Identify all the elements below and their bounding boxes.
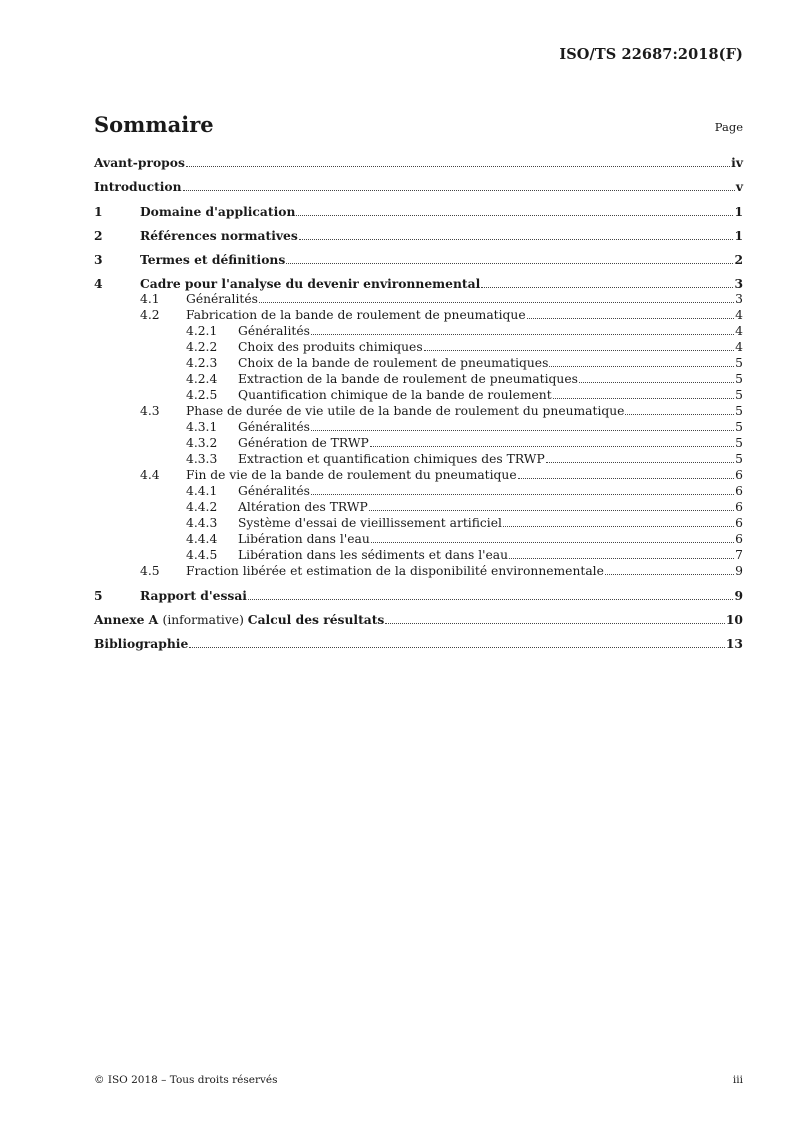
toc-entry-page: 5 <box>735 420 743 434</box>
toc-entry[interactable] <box>94 228 743 243</box>
toc-entry-page: 4 <box>735 324 743 338</box>
toc-entry[interactable] <box>94 388 743 403</box>
toc-entry-page: 3 <box>735 292 743 306</box>
toc-entry-label: Système d'essai de vieillissement artificiel <box>238 516 502 530</box>
toc-entry-page: 7 <box>735 548 743 562</box>
toc-title: Sommaire <box>94 112 214 137</box>
toc-entry[interactable] <box>94 612 743 628</box>
toc-entry[interactable] <box>94 340 743 355</box>
dot-leader <box>527 318 735 319</box>
toc-entry[interactable] <box>94 292 743 307</box>
toc-entry-label: Extraction et quantification chimiques des TRWP <box>238 452 545 466</box>
toc-entry-number: 4.4.3 <box>186 516 218 530</box>
toc-entry-page: 6 <box>735 484 743 498</box>
toc-entry[interactable] <box>94 179 743 194</box>
toc-entry-page: 4 <box>735 340 743 354</box>
toc-entry-label: Références normatives <box>140 228 298 243</box>
toc-entry-page: 5 <box>735 452 743 466</box>
toc-entry-label: Libération dans l'eau <box>238 532 370 546</box>
toc-entry[interactable] <box>94 588 743 603</box>
annex-title: Calcul des résultats <box>247 612 385 627</box>
toc-entry-page: 1 <box>734 228 743 243</box>
toc-entry-number: 4.2.1 <box>186 324 218 338</box>
toc-entry-label: Fabrication de la bande de roulement de pneumatique <box>186 308 526 322</box>
toc-entry-page: 5 <box>735 372 743 386</box>
toc-entry-label: Altération des TRWP <box>238 500 368 514</box>
dot-leader <box>546 462 734 463</box>
toc-entry-number: 4.2.2 <box>186 340 218 354</box>
toc-entry-label: Généralités <box>238 484 310 498</box>
toc-entry[interactable] <box>94 372 743 387</box>
toc-entry[interactable] <box>94 276 743 291</box>
toc-entry[interactable] <box>94 564 743 579</box>
toc-entry[interactable] <box>94 155 743 170</box>
toc-entry-number: 4.3 <box>140 404 160 418</box>
toc-entry-page: iv <box>731 155 743 170</box>
dot-leader <box>311 494 734 495</box>
dot-leader <box>579 382 734 383</box>
dot-leader <box>481 287 733 288</box>
toc-entry[interactable] <box>94 548 743 563</box>
toc-entry-label: Bibliographie <box>94 636 189 651</box>
toc-entry-number: 4.3.1 <box>186 420 218 434</box>
toc-entry[interactable] <box>94 484 743 499</box>
toc-entry-page: 6 <box>735 468 743 482</box>
toc-entry-label: Libération dans les sédiments et dans l'eau <box>238 548 509 562</box>
toc-entry-page: 6 <box>735 500 743 514</box>
toc-entry-label: Fraction libérée et estimation de la disponibilité environnementale <box>186 564 604 578</box>
toc-entry[interactable] <box>94 356 743 371</box>
annex-prefix: Annexe A <box>94 612 163 627</box>
dot-leader <box>296 215 733 216</box>
toc-entry-number: 4 <box>94 276 103 291</box>
toc-entry-number: 4.3.3 <box>186 452 218 466</box>
toc-entry-page: 5 <box>735 436 743 450</box>
toc-entry-number: 4.3.2 <box>186 436 218 450</box>
toc-entry-page: 4 <box>735 308 743 322</box>
toc-entry[interactable] <box>94 636 743 651</box>
toc-entry-page: 1 <box>734 204 743 219</box>
toc-entry-page: 6 <box>735 532 743 546</box>
toc-entry-label: Rapport d'essai <box>140 588 247 603</box>
toc-entry-number: 2 <box>94 228 103 243</box>
toc-entry-label: Domaine d'application <box>140 204 296 219</box>
document-code: ISO/TS 22687:2018(F) <box>559 46 743 63</box>
toc-entry[interactable] <box>94 532 743 547</box>
page-column-label: Page <box>714 120 743 134</box>
toc-entry[interactable] <box>94 436 743 451</box>
dot-leader <box>371 542 734 543</box>
dot-leader <box>299 239 734 240</box>
toc-entry[interactable] <box>94 308 743 323</box>
toc-entry[interactable] <box>94 468 743 483</box>
footer-page-number: iii <box>732 1074 743 1086</box>
toc-entry[interactable] <box>94 204 743 219</box>
toc-entry-page: 5 <box>735 404 743 418</box>
toc-entry[interactable] <box>94 404 743 419</box>
toc-entry-page: 3 <box>734 276 743 291</box>
dot-leader <box>259 302 734 303</box>
toc-entry[interactable] <box>94 252 743 267</box>
toc-entry[interactable] <box>94 500 743 515</box>
toc-entry[interactable] <box>94 452 743 467</box>
toc-entry-page: 6 <box>735 516 743 530</box>
toc-entry-number: 4.4.4 <box>186 532 218 546</box>
toc-entry-label: Termes et définitions <box>140 252 286 267</box>
toc-entry-label: Choix des produits chimiques <box>238 340 423 354</box>
toc-entry-label <box>94 612 384 628</box>
toc-entry-number: 5 <box>94 588 103 603</box>
dot-leader <box>424 350 735 351</box>
toc-entry-label: Extraction de la bande de roulement de pneumatiques <box>238 372 578 386</box>
toc-entry-number: 4.2 <box>140 308 160 322</box>
toc-entry-number: 4.2.3 <box>186 356 218 370</box>
toc-entry-label: Cadre pour l'analyse du devenir environnemental <box>140 276 481 291</box>
toc-entry-number: 4.4.5 <box>186 548 218 562</box>
toc-entry-number: 4.4.2 <box>186 500 218 514</box>
dot-leader <box>189 647 725 648</box>
dot-leader <box>509 558 734 559</box>
toc-entry-label: Quantification chimique de la bande de roulement <box>238 388 552 402</box>
dot-leader <box>311 430 734 431</box>
toc-entry-label: Fin de vie de la bande de roulement du pneumatique <box>186 468 517 482</box>
dot-leader <box>518 478 735 479</box>
toc-entry-label: Généralités <box>186 292 258 306</box>
dot-leader <box>286 263 733 264</box>
toc-entry-label: Génération de TRWP <box>238 436 369 450</box>
toc-entry-page: 10 <box>725 612 743 627</box>
toc-entry-page: 9 <box>735 564 743 578</box>
toc-entry-page: 5 <box>735 388 743 402</box>
toc-entry-page: v <box>735 179 743 194</box>
annex-type: (informative) <box>162 613 248 627</box>
dot-leader <box>186 166 730 167</box>
toc-entry-label: Introduction <box>94 179 182 194</box>
toc-entry-label: Avant-propos <box>94 155 185 170</box>
toc-entry-page: 5 <box>735 356 743 370</box>
toc-entry[interactable] <box>94 324 743 339</box>
toc-entry-page: 13 <box>725 636 743 651</box>
toc-entry-number: 4.2.5 <box>186 388 218 402</box>
toc-entry-number: 3 <box>94 252 103 267</box>
toc-entry[interactable] <box>94 420 743 435</box>
toc-entry-number: 1 <box>94 204 103 219</box>
toc-entry[interactable] <box>94 516 743 531</box>
toc-entry-number: 4.4 <box>140 468 160 482</box>
dot-leader <box>385 623 725 624</box>
dot-leader <box>369 510 734 511</box>
footer-copyright: © ISO 2018 – Tous droits réservés <box>94 1074 278 1086</box>
toc-entry-page: 9 <box>734 588 743 603</box>
dot-leader <box>605 574 734 575</box>
dot-leader <box>248 599 733 600</box>
toc-entry-label: Généralités <box>238 324 310 338</box>
toc-entry-page: 2 <box>734 252 743 267</box>
dot-leader <box>370 446 734 447</box>
dot-leader <box>183 190 735 191</box>
dot-leader <box>549 366 734 367</box>
toc-entry-number: 4.2.4 <box>186 372 218 386</box>
toc-entry-label: Généralités <box>238 420 310 434</box>
dot-leader <box>625 414 734 415</box>
toc-entry-label: Phase de durée de vie utile de la bande de roulement du pneumatique <box>186 404 625 418</box>
toc-entry-label: Choix de la bande de roulement de pneumatiques <box>238 356 549 370</box>
dot-leader <box>553 398 735 399</box>
dot-leader <box>311 334 734 335</box>
toc-entry-number: 4.5 <box>140 564 160 578</box>
toc-entry-number: 4.4.1 <box>186 484 218 498</box>
dot-leader <box>503 526 734 527</box>
toc-entry-number: 4.1 <box>140 292 160 306</box>
